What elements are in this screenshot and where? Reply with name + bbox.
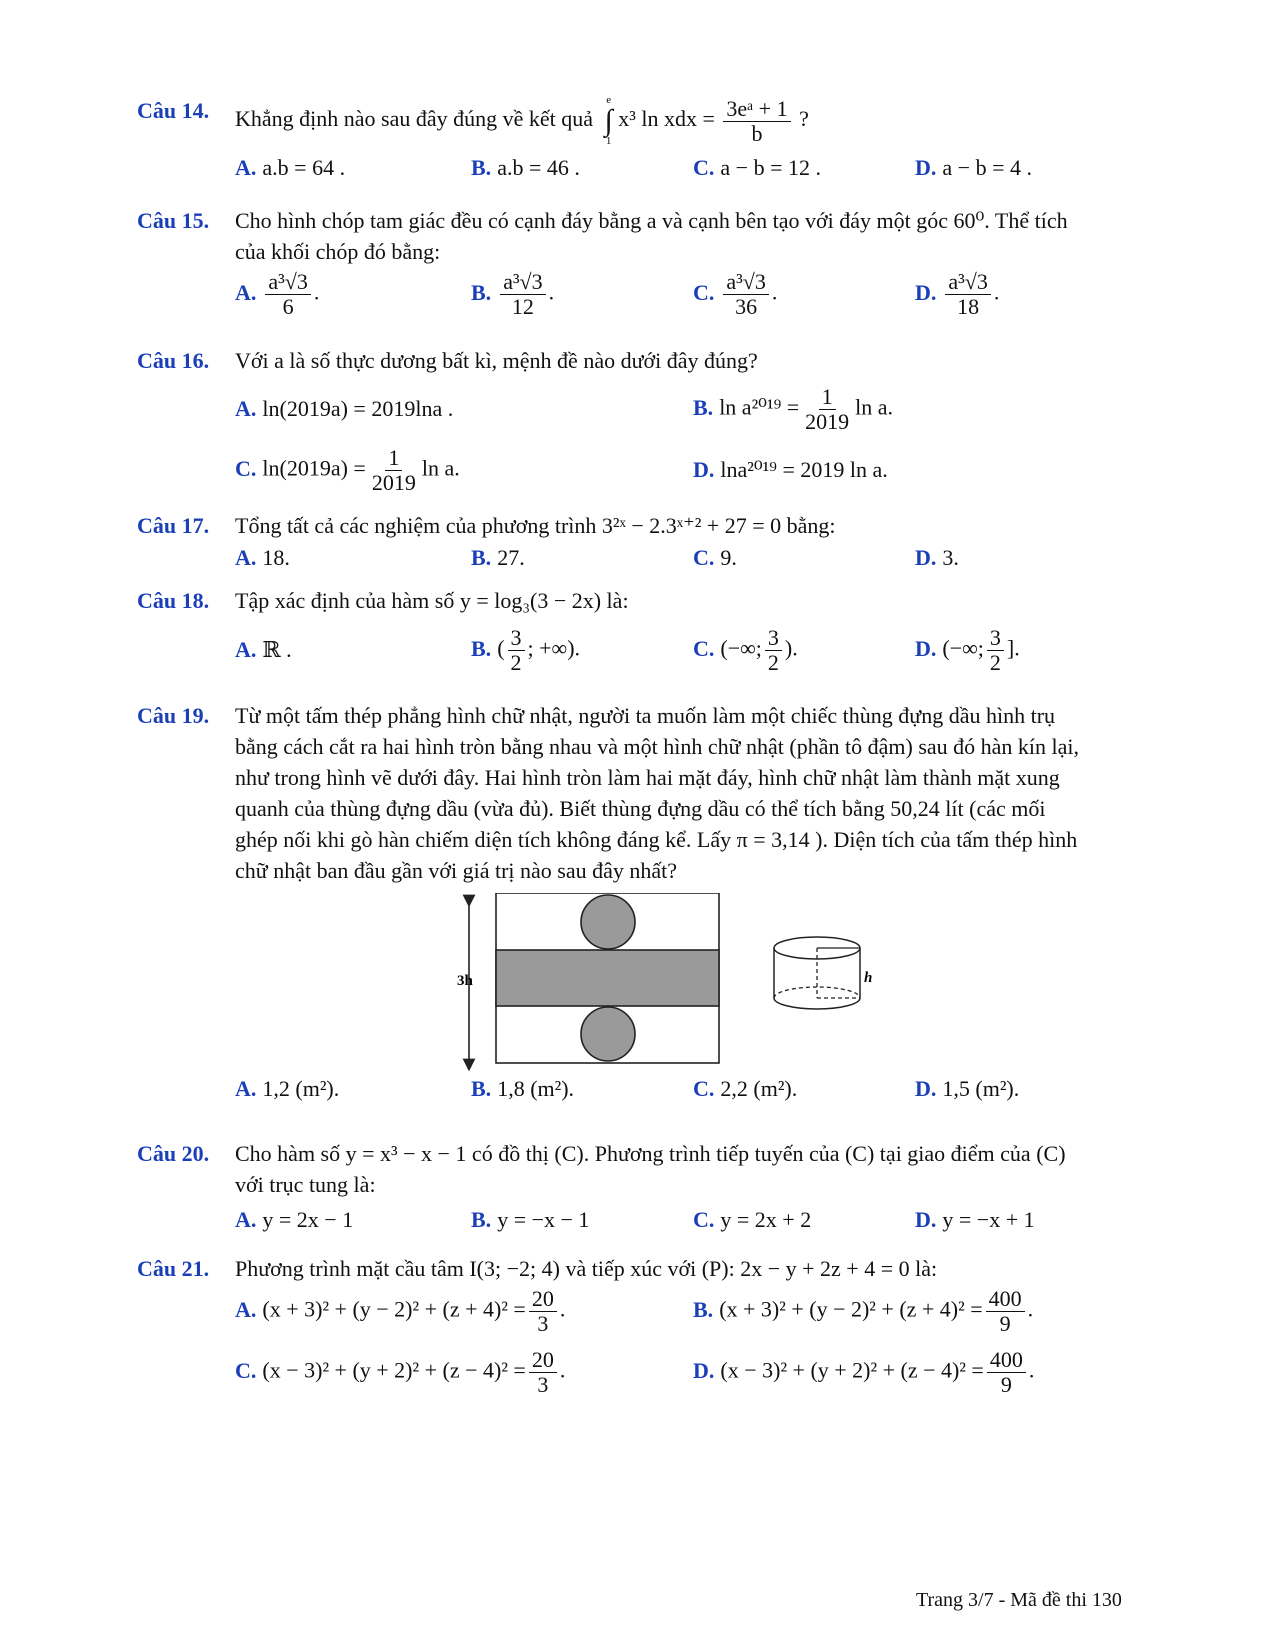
question-15 — [137, 205, 1137, 267]
question-stem — [235, 700, 1137, 886]
option-d[interactable] — [915, 1073, 1019, 1104]
option-b[interactable] — [471, 1073, 574, 1104]
option-label: D. — [915, 545, 937, 570]
option-fraction — [529, 1348, 557, 1397]
option-label: D. — [915, 635, 937, 661]
option-d[interactable]: D. $\frac{\text{a³√3}}{18}$ . — [915, 269, 1000, 319]
option-text: y = 2x + 2 — [720, 1207, 812, 1232]
stem-line: Cho hàm số y = x³ − x − 1 có đồ thị (C). Phương trình tiếp tuyến của (C) tại giao điểm của (C) — [235, 1141, 1066, 1166]
option-fraction — [500, 270, 545, 319]
option-a[interactable] — [235, 542, 290, 573]
question-18 — [137, 585, 1137, 616]
option-b[interactable] — [471, 542, 525, 573]
shaded-lateral-rectangle — [496, 950, 719, 1006]
option-c[interactable] — [693, 542, 737, 573]
question-number: Câu 20. — [137, 1141, 210, 1166]
fraction-denominator: 2019 — [371, 470, 416, 495]
stem-line: của khối chóp đó bằng: — [235, 239, 441, 264]
fraction-numerator: a³√3 — [945, 270, 990, 295]
option-text: ℝ . — [262, 637, 292, 662]
option-a[interactable] — [235, 1204, 353, 1235]
question-stem: Với a là số thực dương bất kì, mệnh đề nào dưới đây đúng? — [235, 348, 758, 373]
option-text: (−∞; — [720, 635, 762, 661]
question-number: Câu 14. — [137, 98, 210, 123]
fraction-denominator: 3 — [537, 1372, 549, 1397]
stem-line: Cho hình chóp tam giác đều có cạnh đáy bằng a và cạnh bên tạo với đáy một góc 60⁰. Thể tích — [235, 208, 1068, 233]
fraction-denominator: 9 — [999, 1311, 1011, 1336]
stem-text: Khẳng định nào sau đây đúng về kết quả — [235, 106, 594, 132]
option-text: (x − 3)² + (y + 2)² + (z − 4)² = — [262, 1357, 526, 1383]
option-a[interactable] — [235, 393, 453, 424]
option-c[interactable] — [693, 1073, 797, 1104]
option-text: a − b = 4 . — [942, 155, 1032, 180]
height-label: 3h — [457, 973, 473, 989]
option-label: A. — [235, 396, 257, 421]
option-text: (x − 3)² + (y + 2)² + (z − 4)² = — [720, 1357, 984, 1383]
option-label: C. — [693, 1207, 715, 1232]
option-text: a.b = 64 . — [262, 155, 346, 180]
fraction-denominator: 2 — [510, 650, 522, 675]
option-text: . — [1028, 1357, 1035, 1383]
option-c[interactable] — [235, 446, 460, 495]
option-label: A. — [235, 155, 257, 180]
option-label: B. — [471, 279, 492, 305]
cylinder-bottom-front — [774, 998, 860, 1009]
option-text: 1,5 (m²). — [942, 1076, 1020, 1101]
option-d[interactable] — [693, 1348, 1034, 1397]
option-label: A. — [235, 1207, 257, 1232]
option-label: A. — [235, 637, 257, 662]
option-d[interactable] — [693, 454, 888, 485]
fraction-denominator: 2 — [989, 650, 1001, 675]
fraction-denominator: 3 — [537, 1311, 549, 1336]
option-text: 2,2 (m²). — [720, 1076, 798, 1101]
option-c[interactable]: C. $\frac{\text{a³√3}}{36}$ . — [693, 269, 778, 319]
fraction-numerator: 1 — [385, 446, 402, 471]
stem-line: quanh của thùng đựng dầu (vừa đủ). Biết thùng đựng dầu có thể tích bằng 50,24 lít (các mối — [235, 796, 1046, 821]
fraction-numerator: 20 — [529, 1287, 557, 1312]
integral-sign: e ∫ 1 — [604, 94, 613, 147]
option-label: D. — [915, 279, 937, 305]
option-label: D. — [915, 155, 937, 180]
integral-result-fraction — [723, 97, 790, 146]
question-stem: Phương trình mặt cầu tâm I(3; −2; 4) và tiếp xúc với (P): 2x − y + 2z + 4 = 0 là: — [235, 1256, 938, 1281]
fraction-numerator: a³√3 — [500, 270, 545, 295]
question-number: Câu 18. — [137, 588, 210, 613]
fraction-numerator: 400 — [986, 1287, 1025, 1312]
option-text: ( — [497, 635, 505, 661]
option-label: A. — [235, 279, 257, 305]
fraction-numerator: 20 — [529, 1348, 557, 1373]
option-label: A. — [235, 1076, 257, 1101]
option-label: C. — [693, 279, 715, 305]
option-b[interactable] — [471, 1204, 589, 1235]
option-b[interactable] — [693, 1287, 1033, 1336]
bottom-base-circle — [581, 1007, 635, 1061]
page-footer: Trang 3/7 - Mã đề thi 130 — [916, 1589, 1122, 1611]
option-text: 1,2 (m²). — [262, 1076, 340, 1101]
option-text: ; +∞). — [527, 635, 581, 661]
stem-line: với trục tung là: — [235, 1172, 376, 1197]
option-text: ]. — [1006, 635, 1020, 661]
option-text: lna²⁰¹⁹ = 2019 ln a. — [720, 457, 888, 482]
fraction-denominator: 2 — [767, 650, 779, 675]
question-number: Câu 16. — [137, 348, 210, 373]
option-text: . — [559, 1357, 566, 1383]
stem-line: chữ nhật ban đầu gần với giá trị nào sau đây nhất? — [235, 858, 678, 883]
option-text: (−∞; — [942, 635, 984, 661]
option-d[interactable] — [915, 1204, 1035, 1235]
integral-expression: x³ ln xdx = — [618, 106, 715, 132]
option-b[interactable] — [693, 385, 893, 434]
option-label: B. — [471, 545, 492, 570]
option-fraction — [802, 385, 852, 434]
question-20 — [137, 1138, 1137, 1200]
option-a[interactable]: A. $\frac{\text{a³√3}}{6}$ . — [235, 269, 320, 319]
option-label: C. — [235, 1357, 257, 1383]
fraction-denominator: 12 — [511, 294, 534, 319]
option-label: B. — [693, 394, 714, 420]
option-c[interactable] — [693, 1204, 811, 1235]
option-text: 1,8 (m²). — [497, 1076, 575, 1101]
option-b[interactable]: B. $\frac{\text{a³√3}}{12}$ . — [471, 269, 555, 319]
option-a[interactable] — [235, 1073, 339, 1104]
option-d[interactable] — [915, 152, 1032, 183]
cylinder-height-label: h — [864, 970, 873, 986]
cylinder-diagram — [774, 937, 872, 1009]
fraction-denominator: 36 — [735, 294, 758, 319]
option-label: B. — [471, 635, 492, 661]
fraction-numerator: 400 — [987, 1348, 1026, 1373]
question-stem: Tập xác định của hàm số y = log₃(3 − 2x) là: — [235, 588, 629, 613]
option-text: y = −x − 1 — [497, 1207, 590, 1232]
option-text: ln a. — [855, 394, 894, 420]
question-number: Câu 19. — [137, 703, 210, 728]
option-label: D. — [915, 1076, 937, 1101]
question-stem: Tổng tất cả các nghiệm của phương trình 3²ˣ − 2.3ˣ⁺² + 27 = 0 bằng: — [235, 513, 836, 538]
option-fraction — [529, 1287, 557, 1336]
question-number: Câu 17. — [137, 513, 210, 538]
top-base-circle — [581, 895, 635, 949]
option-fraction — [369, 446, 419, 495]
fraction-numerator: 3 — [987, 626, 1004, 651]
option-fraction — [765, 626, 782, 675]
fraction-denominator: 9 — [1000, 1372, 1012, 1397]
option-text: (x + 3)² + (y − 2)² + (z + 4)² = — [719, 1296, 983, 1322]
option-text: (x + 3)² + (y − 2)² + (z + 4)² = — [262, 1296, 526, 1322]
fraction-numerator: 1 — [819, 385, 836, 410]
option-fraction — [987, 626, 1004, 675]
option-text: 3. — [942, 545, 959, 570]
option-fraction — [986, 1287, 1025, 1336]
fraction-denominator: 2019 — [805, 409, 850, 434]
option-text: ln a²⁰¹⁹ = — [719, 394, 800, 420]
option-a[interactable] — [235, 1287, 565, 1336]
fraction-denominator: 18 — [957, 294, 980, 319]
option-label: B. — [471, 1207, 492, 1232]
question-stem — [235, 1138, 1137, 1200]
question-16 — [137, 345, 1137, 376]
option-label: C. — [235, 455, 257, 481]
option-text: . — [1027, 1296, 1034, 1322]
option-a[interactable] — [235, 152, 345, 183]
question-17 — [137, 510, 1137, 541]
question-number: Câu 21. — [137, 1256, 210, 1281]
option-text: 18. — [262, 545, 290, 570]
option-label: C. — [693, 1076, 715, 1101]
option-text: ln(2019a) = — [262, 455, 366, 481]
fraction-denominator: b — [751, 120, 763, 146]
option-text: 27. — [497, 545, 525, 570]
option-label: B. — [471, 155, 492, 180]
stem-line: như trong hình vẽ dưới đây. Hai hình tròn làm hai mặt đáy, hình chữ nhật làm thành mặt xung — [235, 765, 1060, 790]
question-number: Câu 15. — [137, 208, 210, 233]
option-label: D. — [915, 1207, 937, 1232]
stem-line: Từ một tấm thép phẳng hình chữ nhật, người ta muốn làm một chiếc thùng đựng dầu hình trụ — [235, 703, 1056, 728]
option-text: a.b = 46 . — [497, 155, 580, 180]
option-text: a − b = 12 . — [720, 155, 821, 180]
option-b[interactable] — [471, 152, 580, 183]
fraction-numerator: a³√3 — [265, 270, 310, 295]
option-text: ). — [784, 635, 798, 661]
steel-sheet-figure — [455, 893, 915, 1073]
fraction-denominator: 6 — [282, 294, 294, 319]
option-a[interactable] — [235, 634, 292, 665]
question-stem — [235, 95, 1137, 147]
option-text: . — [559, 1296, 566, 1322]
option-text: ln a. — [421, 455, 460, 481]
fraction-numerator: 3 — [765, 626, 782, 651]
option-label: D. — [693, 457, 715, 482]
option-label: B. — [693, 1296, 714, 1322]
option-text: 9. — [720, 545, 737, 570]
option-fraction — [265, 270, 310, 319]
option-fraction — [987, 1348, 1026, 1397]
option-d[interactable] — [915, 626, 1020, 675]
option-label: C. — [693, 545, 715, 570]
fraction-numerator: a³√3 — [723, 270, 768, 295]
integral-upper: e — [606, 94, 612, 106]
option-fraction — [508, 626, 525, 675]
question-19 — [137, 700, 1137, 886]
option-text: y = 2x − 1 — [262, 1207, 354, 1232]
option-text: ln(2019a) = 2019lna . — [262, 396, 454, 421]
option-label: A. — [235, 1296, 257, 1322]
integral-lower: 1 — [605, 135, 612, 147]
question-21 — [137, 1253, 1137, 1284]
fraction-numerator: 3eᵃ + 1 — [723, 97, 790, 122]
option-label: C. — [693, 155, 715, 180]
option-d[interactable] — [915, 542, 959, 573]
option-c[interactable] — [693, 626, 798, 675]
option-label: A. — [235, 545, 257, 570]
question-14 — [137, 95, 1137, 147]
option-text: y = −x + 1 — [942, 1207, 1035, 1232]
option-fraction — [945, 270, 990, 319]
stem-line: bằng cách cắt ra hai hình tròn bằng nhau và một hình chữ nhật (phần tô đậm) sau đó hàn kín lại, — [235, 734, 1080, 759]
option-label: B. — [471, 1076, 492, 1101]
option-c[interactable] — [693, 152, 821, 183]
option-label: C. — [693, 635, 715, 661]
stem-line: ghép nối khi gò hàn chiếm diện tích không đáng kể. Lấy π = 3,14 ). Diện tích của tấm thép hình — [235, 827, 1078, 852]
question-stem — [235, 205, 1137, 267]
fraction-numerator: 3 — [508, 626, 525, 651]
option-fraction — [723, 270, 768, 319]
option-b[interactable] — [471, 626, 580, 675]
option-label: D. — [693, 1357, 715, 1383]
option-c[interactable] — [235, 1348, 565, 1397]
question-mark: ? — [799, 106, 809, 132]
